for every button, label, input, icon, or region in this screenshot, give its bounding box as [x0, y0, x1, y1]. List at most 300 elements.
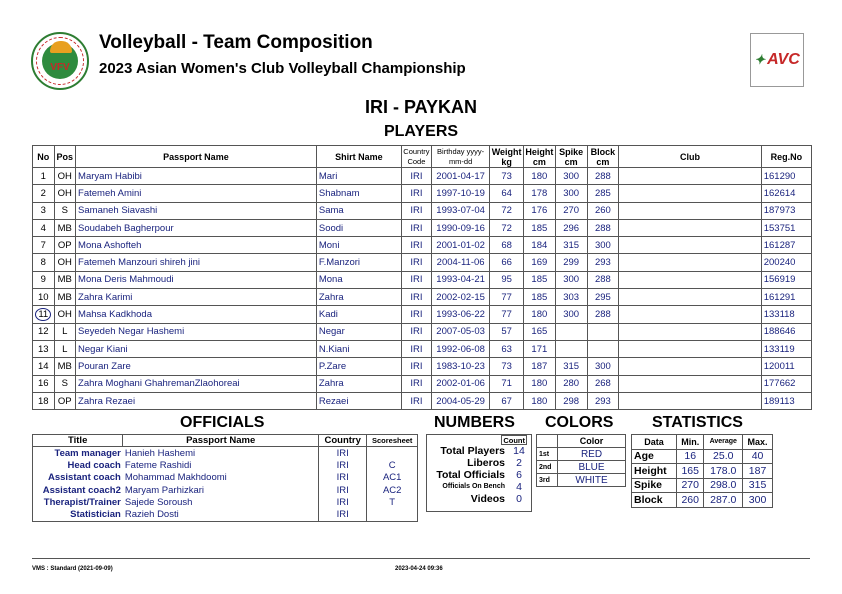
player-club	[619, 271, 761, 288]
player-name: Mona Ashofteh	[76, 237, 317, 254]
player-row	[33, 219, 812, 236]
col-club: Club	[619, 146, 761, 168]
numbers-header-row	[427, 435, 531, 445]
player-weight: 63	[490, 340, 524, 357]
official-row	[33, 508, 418, 521]
player-country: IRI	[401, 254, 431, 271]
officials-header-row	[33, 435, 418, 447]
player-birthday: 1993-07-04	[431, 202, 489, 219]
player-club	[619, 254, 761, 271]
player-height: 180	[523, 375, 555, 392]
player-row	[33, 323, 812, 340]
stats-label: Spike	[632, 478, 677, 493]
stats-col-min: Min.	[676, 435, 703, 450]
captain-marker: 11	[35, 308, 51, 321]
color-row	[537, 461, 626, 474]
player-height: 185	[523, 219, 555, 236]
official-title: Team manager	[54, 447, 121, 459]
stats-min: 270	[676, 478, 703, 493]
player-weight: 68	[490, 237, 524, 254]
official-scoresheet: C	[367, 459, 418, 471]
col-block: Block cm	[587, 146, 619, 168]
stats-col-max: Max.	[743, 435, 773, 450]
player-name: Zahra Moghani GhahremanZlaohoreai	[76, 375, 317, 392]
officials-col-scoresheet: Scoresheet	[367, 435, 418, 447]
player-name: Seyedeh Negar Hashemi	[76, 323, 317, 340]
player-reg: 188646	[761, 323, 811, 340]
player-pos: OP	[54, 392, 76, 409]
player-birthday: 1993-04-21	[431, 271, 489, 288]
stats-avg: 178.0	[704, 464, 743, 479]
player-reg: 162614	[761, 185, 811, 202]
numbers-value: 6	[516, 469, 522, 481]
officials-col-country: Country	[318, 435, 366, 447]
volleyball-icon	[50, 41, 72, 53]
player-spike: 299	[555, 254, 587, 271]
player-weight: 77	[490, 289, 524, 306]
vfv-logo	[31, 32, 89, 90]
player-block: 288	[587, 219, 619, 236]
player-shirt: Kadi	[316, 306, 401, 323]
player-weight: 73	[490, 168, 524, 185]
official-scoresheet	[367, 447, 418, 460]
colors-table	[536, 434, 626, 487]
stats-col-avg: Average	[704, 435, 743, 450]
player-row	[33, 392, 812, 409]
player-pos: OP	[54, 237, 76, 254]
player-pos: MB	[54, 219, 76, 236]
player-club	[619, 358, 761, 375]
players-header-row	[33, 146, 812, 168]
player-name: Zahra Rezaei	[76, 392, 317, 409]
player-reg: 189113	[761, 392, 811, 409]
player-pos: OH	[54, 168, 76, 185]
player-no: 1	[33, 168, 55, 185]
player-pos: OH	[54, 185, 76, 202]
player-pos: S	[54, 202, 76, 219]
page-title: Volleyball - Team Composition	[99, 32, 373, 53]
player-reg: 133119	[761, 340, 811, 357]
player-height: 171	[523, 340, 555, 357]
player-birthday: 1983-10-23	[431, 358, 489, 375]
color-row	[537, 474, 626, 487]
numbers-value: 4	[516, 481, 522, 493]
player-weight: 64	[490, 185, 524, 202]
player-no: 16	[33, 375, 55, 392]
color-value: BLUE	[558, 461, 626, 474]
player-no: 3	[33, 202, 55, 219]
player-block	[587, 340, 619, 357]
player-birthday: 2007-05-03	[431, 323, 489, 340]
col-reg: Reg.No	[761, 146, 811, 168]
player-reg: 153751	[761, 219, 811, 236]
player-club	[619, 219, 761, 236]
player-reg: 120011	[761, 358, 811, 375]
player-weight: 72	[490, 219, 524, 236]
player-spike: 270	[555, 202, 587, 219]
player-row	[33, 168, 812, 185]
player-height: 176	[523, 202, 555, 219]
official-title: Head coach	[67, 459, 121, 471]
player-weight: 66	[490, 254, 524, 271]
player-reg: 161291	[761, 289, 811, 306]
numbers-row	[427, 445, 531, 457]
official-scoresheet: AC2	[367, 484, 418, 496]
player-row	[33, 271, 812, 288]
player-row	[33, 289, 812, 306]
player-name: Zahra Karimi	[76, 289, 317, 306]
colors-col: Color	[558, 435, 626, 448]
players-body	[33, 168, 812, 410]
stats-label: Age	[632, 449, 677, 464]
col-height: Height cm	[525, 146, 554, 167]
player-spike: 300	[555, 271, 587, 288]
logo-text: VFV	[50, 62, 70, 73]
player-shirt: Rezaei	[316, 392, 401, 409]
player-country: IRI	[401, 219, 431, 236]
stats-min: 16	[676, 449, 703, 464]
player-country: IRI	[401, 289, 431, 306]
player-pos: OH	[54, 306, 76, 323]
player-no: 18	[33, 392, 55, 409]
stats-max: 187	[743, 464, 773, 479]
player-height: 180	[523, 392, 555, 409]
stats-label: Block	[632, 493, 677, 508]
player-name: Soudabeh Bagherpour	[76, 219, 317, 236]
player-country: IRI	[401, 323, 431, 340]
numbers-label: Total Players	[440, 445, 505, 457]
player-shirt: P.Zare	[316, 358, 401, 375]
player-weight: 95	[490, 271, 524, 288]
player-height: 169	[523, 254, 555, 271]
official-country: IRI	[318, 496, 366, 508]
player-block: 288	[587, 271, 619, 288]
official-country: IRI	[318, 484, 366, 496]
player-name: Mona Deris Mahmoudi	[76, 271, 317, 288]
player-birthday: 1992-06-08	[431, 340, 489, 357]
avc-logo-text: AVC	[767, 51, 800, 68]
player-pos: OH	[54, 254, 76, 271]
player-country: IRI	[401, 237, 431, 254]
col-pos: Pos	[54, 146, 76, 168]
numbers-value: 14	[513, 445, 525, 457]
player-birthday: 2002-02-15	[431, 289, 489, 306]
player-weight: 67	[490, 392, 524, 409]
footer-divider	[32, 558, 810, 559]
player-block: 293	[587, 392, 619, 409]
officials-table	[32, 434, 418, 522]
numbers-label: Officials On Bench	[442, 483, 505, 490]
player-club	[619, 375, 761, 392]
player-row	[33, 375, 812, 392]
player-club	[619, 168, 761, 185]
player-shirt: Negar	[316, 323, 401, 340]
statistics-table	[631, 434, 773, 508]
player-pos: L	[54, 323, 76, 340]
numbers-row	[427, 457, 531, 469]
player-club	[619, 185, 761, 202]
player-reg: 156919	[761, 271, 811, 288]
numbers-label: Videos	[470, 493, 505, 505]
stats-max: 300	[743, 493, 773, 508]
official-title: Therapist/Trainer	[43, 496, 121, 508]
official-country: IRI	[318, 459, 366, 471]
player-country: IRI	[401, 392, 431, 409]
player-birthday: 2001-01-02	[431, 237, 489, 254]
player-height: 178	[523, 185, 555, 202]
player-country: IRI	[401, 185, 431, 202]
player-weight: 72	[490, 202, 524, 219]
official-title: Assistant coach	[47, 472, 121, 484]
player-pos: MB	[54, 358, 76, 375]
player-no: 4	[33, 219, 55, 236]
player-country: IRI	[401, 340, 431, 357]
numbers-box	[426, 434, 532, 512]
player-no: 2	[33, 185, 55, 202]
official-name: Fateme Rashidi	[124, 459, 192, 471]
player-name: Fatemeh Amini	[76, 185, 317, 202]
stats-min: 260	[676, 493, 703, 508]
player-no: 9	[33, 271, 55, 288]
official-name: Hanieh Hashemi	[124, 447, 196, 459]
official-country: IRI	[318, 472, 366, 484]
player-birthday: 2004-05-29	[431, 392, 489, 409]
stats-body	[632, 449, 773, 507]
player-row	[33, 306, 812, 323]
player-block: 293	[587, 254, 619, 271]
player-no: 7	[33, 237, 55, 254]
player-height: 180	[523, 306, 555, 323]
player-country: IRI	[401, 358, 431, 375]
player-shirt: Moni	[316, 237, 401, 254]
col-birthday: Birthday yyyy-mm-dd	[431, 146, 489, 168]
player-height: 185	[523, 289, 555, 306]
player-height: 180	[523, 168, 555, 185]
player-shirt: Zahra	[316, 375, 401, 392]
numbers-heading: NUMBERS	[434, 414, 515, 431]
avc-player-icon: ✦	[754, 52, 766, 67]
player-spike: 298	[555, 392, 587, 409]
official-name: Sajede Soroush	[124, 496, 193, 508]
numbers-label: Total Officials	[436, 469, 505, 481]
player-height: 184	[523, 237, 555, 254]
page-subtitle: 2023 Asian Women's Club Volleyball Championship	[99, 60, 466, 77]
player-no	[33, 306, 55, 323]
official-name: Razieh Dosti	[124, 509, 179, 521]
player-name: Mahsa Kadkhoda	[76, 306, 317, 323]
player-row	[33, 358, 812, 375]
player-spike: 315	[555, 358, 587, 375]
player-no: 12	[33, 323, 55, 340]
official-row	[33, 459, 418, 471]
stats-row	[632, 449, 773, 464]
official-row	[33, 472, 418, 484]
official-row	[33, 447, 418, 460]
officials-col-name: Passport Name	[123, 435, 319, 447]
color-rank: 3rd	[537, 474, 558, 487]
player-spike: 280	[555, 375, 587, 392]
player-country: IRI	[401, 306, 431, 323]
player-no: 8	[33, 254, 55, 271]
stats-avg: 25.0	[704, 449, 743, 464]
statistics-heading: STATISTICS	[652, 414, 743, 431]
numbers-row	[427, 493, 531, 505]
player-club	[619, 392, 761, 409]
stats-row	[632, 464, 773, 479]
colors-body	[537, 448, 626, 487]
player-club	[619, 237, 761, 254]
numbers-count-label: Count	[503, 436, 525, 445]
player-birthday: 1990-09-16	[431, 219, 489, 236]
avc-logo	[750, 33, 804, 87]
player-name: Pouran Zare	[76, 358, 317, 375]
player-block: 288	[587, 168, 619, 185]
stats-avg: 287.0	[704, 493, 743, 508]
player-reg: 161290	[761, 168, 811, 185]
players-heading: PLAYERS	[383, 123, 459, 140]
stats-header-row	[632, 435, 773, 450]
player-country: IRI	[401, 271, 431, 288]
player-name: Negar Kiani	[76, 340, 317, 357]
stats-avg: 298.0	[704, 478, 743, 493]
player-weight: 57	[490, 323, 524, 340]
player-spike: 300	[555, 306, 587, 323]
player-reg: 161287	[761, 237, 811, 254]
player-height: 185	[523, 271, 555, 288]
player-spike: 315	[555, 237, 587, 254]
numbers-row	[427, 469, 531, 481]
col-spike: Spike cm	[555, 146, 587, 168]
player-shirt: F.Manzori	[316, 254, 401, 271]
official-name: Maryam Parhizkari	[124, 484, 205, 496]
official-title: Statistician	[70, 509, 121, 521]
player-block: 268	[587, 375, 619, 392]
player-birthday: 2004-11-06	[431, 254, 489, 271]
player-club	[619, 306, 761, 323]
player-shirt: N.Kiani	[316, 340, 401, 357]
stats-max: 40	[743, 449, 773, 464]
player-birthday: 2002-01-06	[431, 375, 489, 392]
stats-min: 165	[676, 464, 703, 479]
player-no: 14	[33, 358, 55, 375]
col-weight: Weight kg	[491, 146, 522, 167]
player-pos: S	[54, 375, 76, 392]
player-shirt: Soodi	[316, 219, 401, 236]
player-club	[619, 340, 761, 357]
stats-col-data: Data	[632, 435, 677, 450]
official-row	[33, 496, 418, 508]
colors-header-row	[537, 435, 626, 448]
player-reg: 187973	[761, 202, 811, 219]
official-row	[33, 484, 418, 496]
player-block: 288	[587, 306, 619, 323]
player-block: 300	[587, 358, 619, 375]
player-row	[33, 202, 812, 219]
player-spike	[555, 340, 587, 357]
player-pos: MB	[54, 271, 76, 288]
color-row	[537, 448, 626, 461]
player-shirt: Zahra	[316, 289, 401, 306]
player-weight: 71	[490, 375, 524, 392]
player-weight: 77	[490, 306, 524, 323]
official-scoresheet: AC1	[367, 472, 418, 484]
numbers-value: 2	[516, 457, 522, 469]
player-birthday: 1993-06-22	[431, 306, 489, 323]
player-name: Maryam Habibi	[76, 168, 317, 185]
player-reg: 200240	[761, 254, 811, 271]
player-block: 295	[587, 289, 619, 306]
player-spike: 300	[555, 185, 587, 202]
col-shirt: Shirt Name	[316, 146, 401, 168]
official-country: IRI	[318, 447, 366, 460]
numbers-label: Liberos	[467, 457, 505, 469]
team-name: IRI - PAYKAN	[364, 97, 478, 117]
stats-label: Height	[632, 464, 677, 479]
player-reg: 177662	[761, 375, 811, 392]
footer-timestamp: 2023-04-24 09:36	[395, 566, 443, 572]
player-spike	[555, 323, 587, 340]
official-name: Mohammad Makhdoomi	[124, 472, 227, 484]
player-row	[33, 340, 812, 357]
color-value: WHITE	[558, 474, 626, 487]
player-shirt: Mona	[316, 271, 401, 288]
player-weight: 73	[490, 358, 524, 375]
numbers-value: 0	[516, 493, 522, 505]
officials-heading: OFFICIALS	[180, 414, 265, 431]
numbers-list	[427, 445, 531, 505]
officials-col-title: Title	[33, 435, 123, 447]
player-row	[33, 185, 812, 202]
col-passport: Passport Name	[76, 146, 317, 168]
player-name: Samaneh Siavashi	[76, 202, 317, 219]
player-no: 10	[33, 289, 55, 306]
player-reg: 133118	[761, 306, 811, 323]
player-birthday: 1997-10-19	[431, 185, 489, 202]
official-country: IRI	[318, 508, 366, 521]
official-scoresheet: T	[367, 496, 418, 508]
color-value: RED	[558, 448, 626, 461]
player-spike: 296	[555, 219, 587, 236]
officials-body	[33, 447, 418, 522]
player-club	[619, 289, 761, 306]
colors-heading: COLORS	[545, 414, 614, 431]
player-block: 260	[587, 202, 619, 219]
color-rank: 2nd	[537, 461, 558, 474]
official-scoresheet	[367, 508, 418, 521]
player-club	[619, 202, 761, 219]
player-country: IRI	[401, 375, 431, 392]
player-club	[619, 323, 761, 340]
player-shirt: Sama	[316, 202, 401, 219]
player-block	[587, 323, 619, 340]
player-pos: L	[54, 340, 76, 357]
player-country: IRI	[401, 202, 431, 219]
numbers-row	[427, 481, 531, 493]
color-rank: 1st	[537, 448, 558, 461]
player-shirt: Shabnam	[316, 185, 401, 202]
player-spike: 303	[555, 289, 587, 306]
player-height: 165	[523, 323, 555, 340]
player-shirt: Mari	[316, 168, 401, 185]
player-row	[33, 254, 812, 271]
stats-row	[632, 478, 773, 493]
col-country: Country Code	[403, 146, 430, 166]
player-block: 300	[587, 237, 619, 254]
stats-max: 315	[743, 478, 773, 493]
player-pos: MB	[54, 289, 76, 306]
player-country: IRI	[401, 168, 431, 185]
stats-row	[632, 493, 773, 508]
